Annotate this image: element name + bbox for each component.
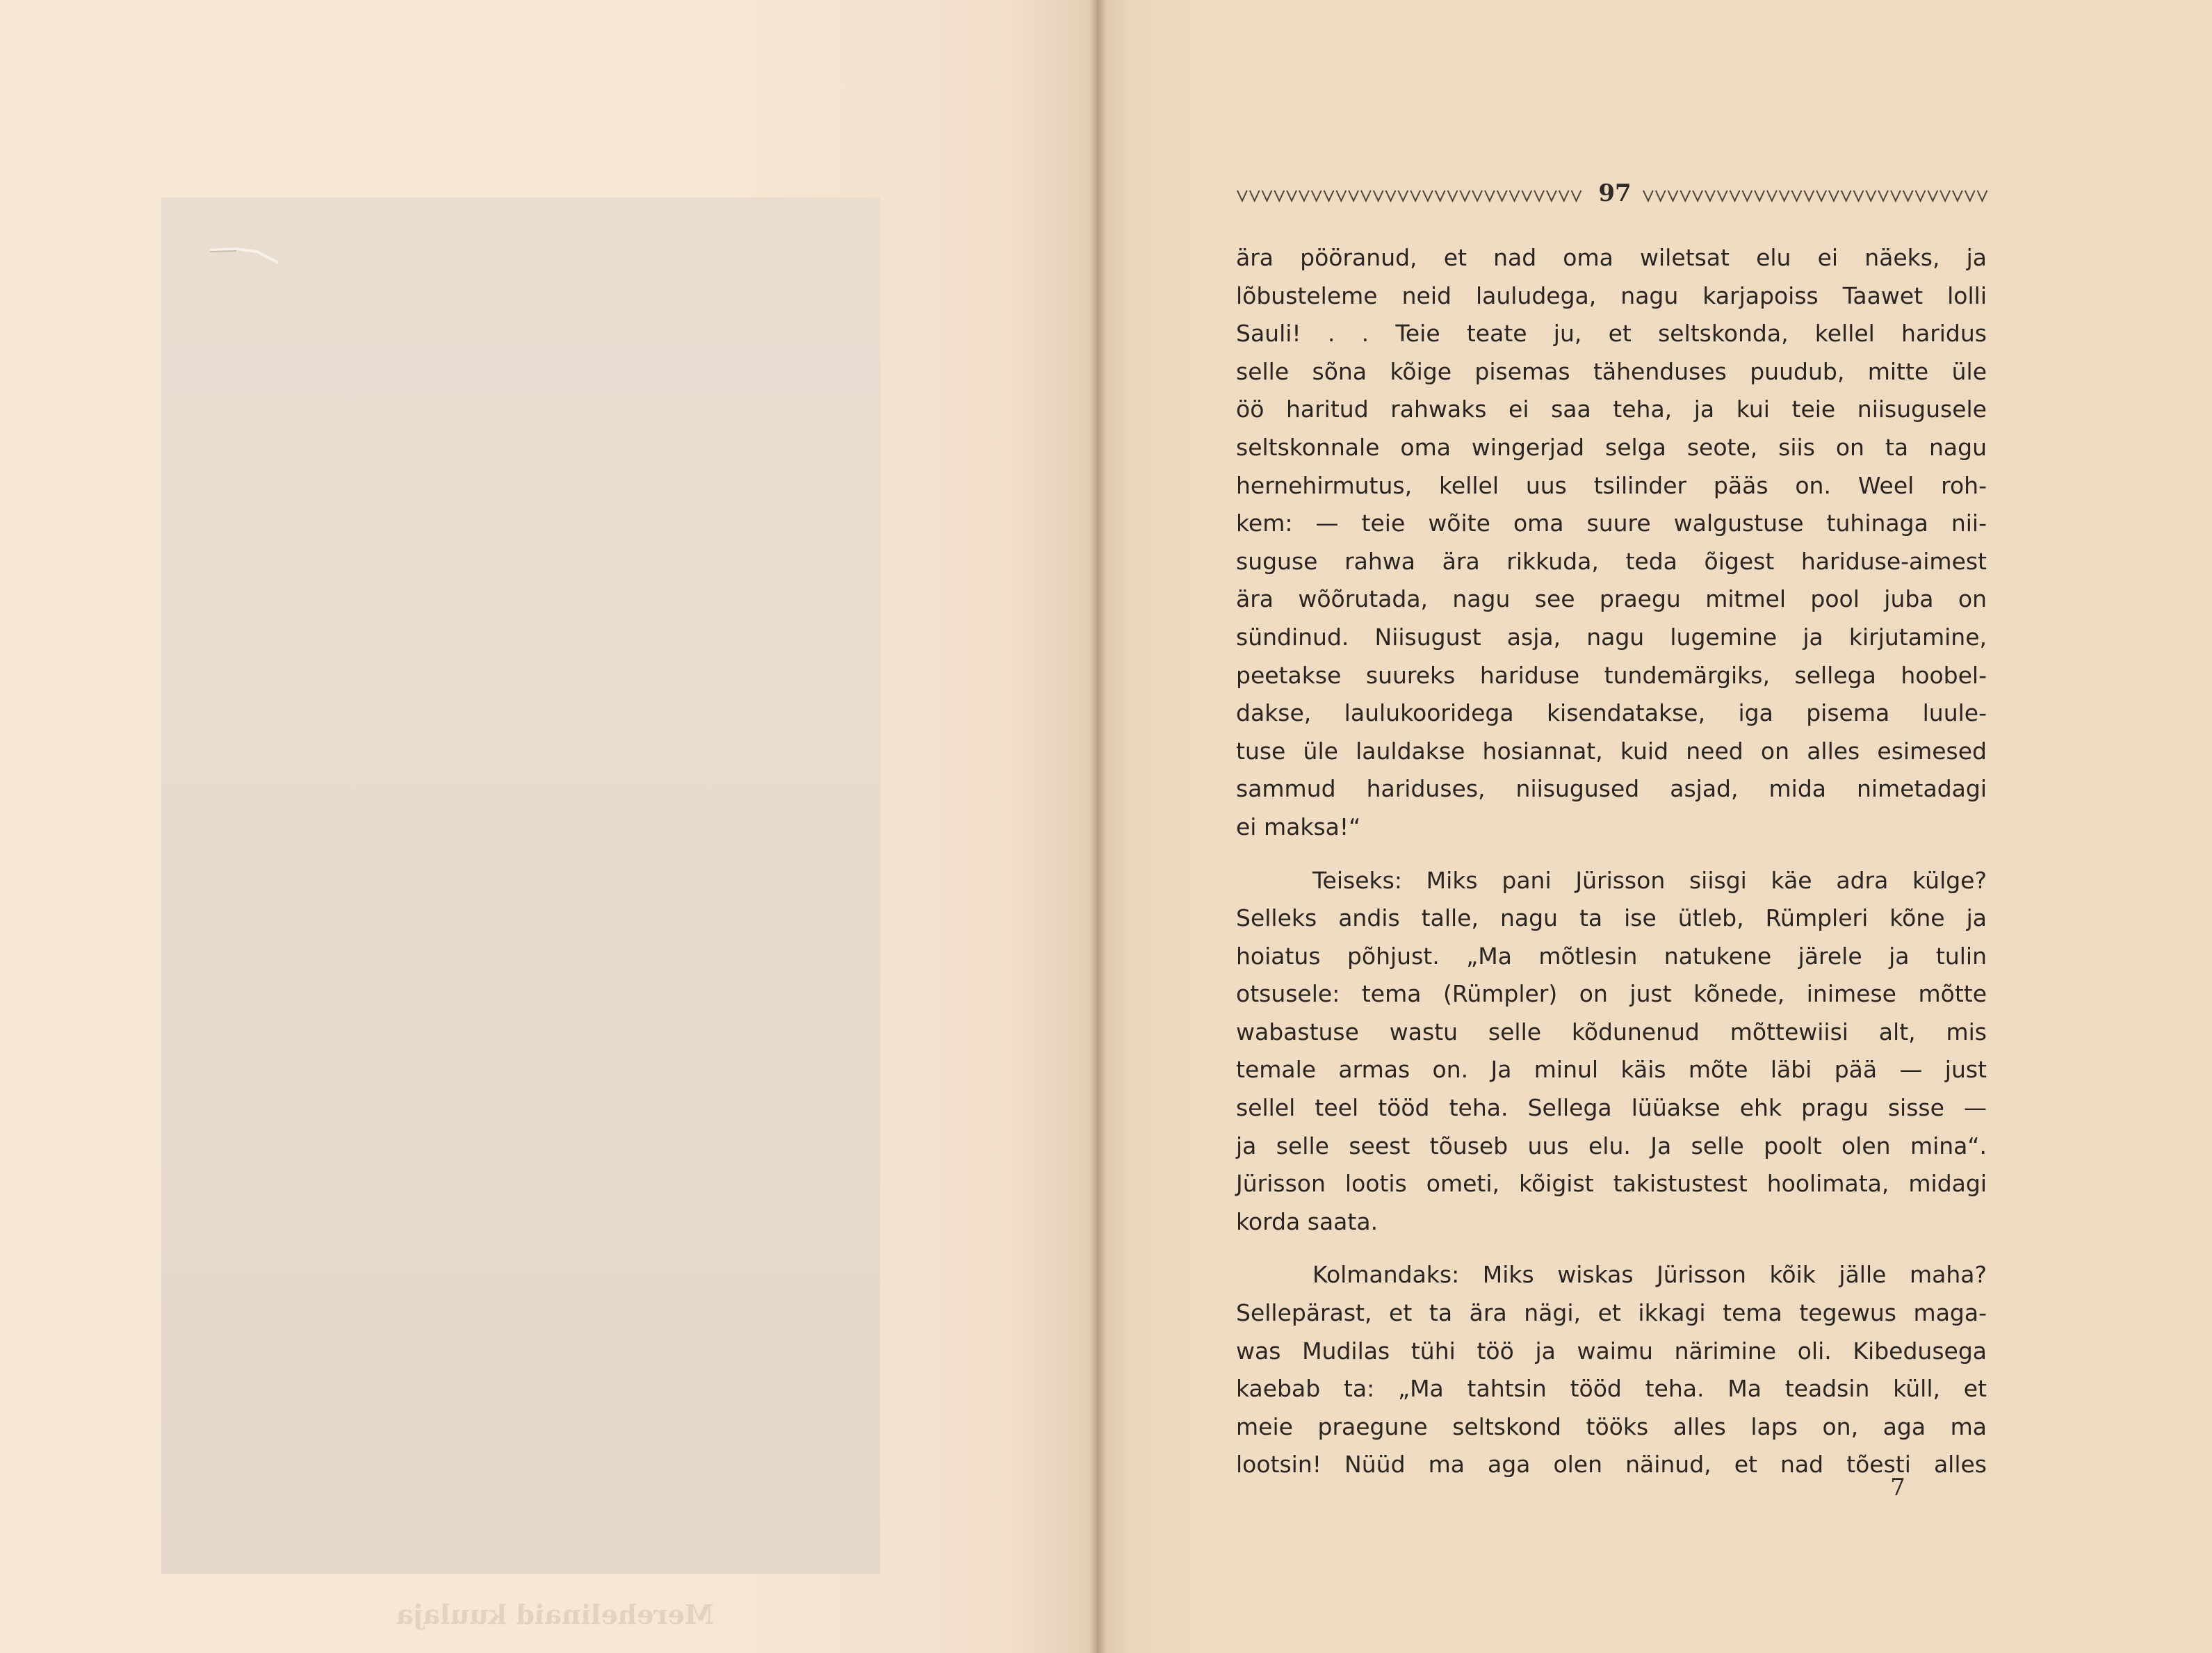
book-gutter xyxy=(1089,0,1107,1653)
text-line: selle sõna kõige pisemas tähenduses puudub, mitte üle xyxy=(1236,357,1987,385)
running-header xyxy=(1236,179,1987,213)
paragraph-gap xyxy=(1236,847,1987,862)
text-line: sellel teel tööd teha. Sellega lüüakse ehk pragu sisse — xyxy=(1236,1094,1987,1122)
faded-photo-plate xyxy=(161,197,880,1574)
text-line: korda saata. xyxy=(1236,1207,1379,1235)
text-line: otsusele: tema (Rümpler) on just kõnede, inimese mõtte xyxy=(1236,980,1987,1008)
text-line: lootsin! Nüüd ma aga olen näinud, et nad tõesti alles xyxy=(1236,1451,1987,1479)
text-line: meie praegune seltskond tööks alles laps on, aga ma xyxy=(1236,1412,1987,1440)
mirrored-plate-caption: Merehelinaid kuulaja xyxy=(396,1599,714,1630)
body-text xyxy=(1236,239,1987,1484)
text-line: was Mudilas tühi töö ja waimu närimine oli. Kibedusega xyxy=(1236,1337,1987,1365)
paragraph-1 xyxy=(1236,239,1987,847)
text-line: Teiseks: Miks pani Jürisson siisgi käe adra külge? xyxy=(1312,866,1987,894)
header-ornament-right xyxy=(1642,188,1988,203)
text-line: seltskonnale oma wingerjad selga seote, siis on ta nagu xyxy=(1236,433,1987,461)
header-ornament-left xyxy=(1236,188,1582,203)
text-line: ära wõõrutada, nagu see praegu mitmel pool juba on xyxy=(1236,585,1987,613)
text-line: ei maksa!“ xyxy=(1236,813,1361,840)
page-number: 97 xyxy=(1598,179,1632,207)
text-line: Sellepärast, et ta ära nägi, et ikkagi tema tegewus maga- xyxy=(1236,1299,1987,1327)
text-line: kem: — teie wõite oma suure walgustuse tuhinaga nii- xyxy=(1236,510,1987,537)
text-line: Selleks andis talle, nagu ta ise ütleb, Rümpleri kõne ja xyxy=(1236,904,1987,932)
plate-scratch-mark xyxy=(209,245,285,266)
text-line: lõbusteleme neid lauludega, nagu karjapoiss Taawet lolli xyxy=(1236,282,1987,309)
text-line: sammud hariduses, niisugused asjad, mida nimetadagi xyxy=(1236,775,1987,803)
paragraph-gap xyxy=(1236,1241,1987,1256)
text-line: wabastuse wastu selle kõdunenud mõttewiisi alt, mis xyxy=(1236,1018,1987,1045)
text-line: Jürisson lootis ometi, kõigist takistustest hoolimata, midagi xyxy=(1236,1170,1987,1198)
signature-mark: 7 xyxy=(1890,1474,1905,1501)
text-line: peetakse suureks hariduse tundemärgiks, sellega hoobel- xyxy=(1236,661,1987,689)
paragraph-2 xyxy=(1236,862,1987,1241)
text-line: hoiatus põhjust. „Ma mõtlesin natukene järele ja tulin xyxy=(1236,942,1987,970)
left-page xyxy=(0,0,1097,1653)
text-line: Sauli! . . Teie teate ju, et seltskonda, kellel haridus xyxy=(1236,320,1987,348)
text-line: ära pööranud, et nad oma wiletsat elu ei näeks, ja xyxy=(1236,244,1987,271)
text-line: temale armas on. Ja minul käis mõte läbi pää — just xyxy=(1236,1056,1987,1084)
text-line: hernehirmutus, kellel uus tsilinder pääs on. Weel roh- xyxy=(1236,471,1987,499)
text-line: kaebab ta: „Ma tahtsin tööd teha. Ma teadsin küll, et xyxy=(1236,1375,1987,1403)
text-line: Kolmandaks: Miks wiskas Jürisson kõik jälle maha? xyxy=(1312,1261,1987,1289)
text-line: sündinud. Niisugust asja, nagu lugemine ja kirjutamine, xyxy=(1236,623,1987,651)
text-line: öö haritud rahwaks ei saa teha, ja kui teie niisugusele xyxy=(1236,396,1987,423)
text-line: dakse, laulukooridega kisendatakse, iga pisema luule- xyxy=(1236,699,1987,727)
text-line: ja selle seest tõuseb uus elu. Ja selle poolt olen mina“. xyxy=(1236,1132,1987,1159)
paragraph-3 xyxy=(1236,1256,1987,1484)
text-line: tuse üle lauldakse hosiannat, kuid need on alles esimesed xyxy=(1236,737,1987,765)
text-line: suguse rahwa ära rikkuda, teda õigest hariduse-aimest xyxy=(1236,547,1987,575)
